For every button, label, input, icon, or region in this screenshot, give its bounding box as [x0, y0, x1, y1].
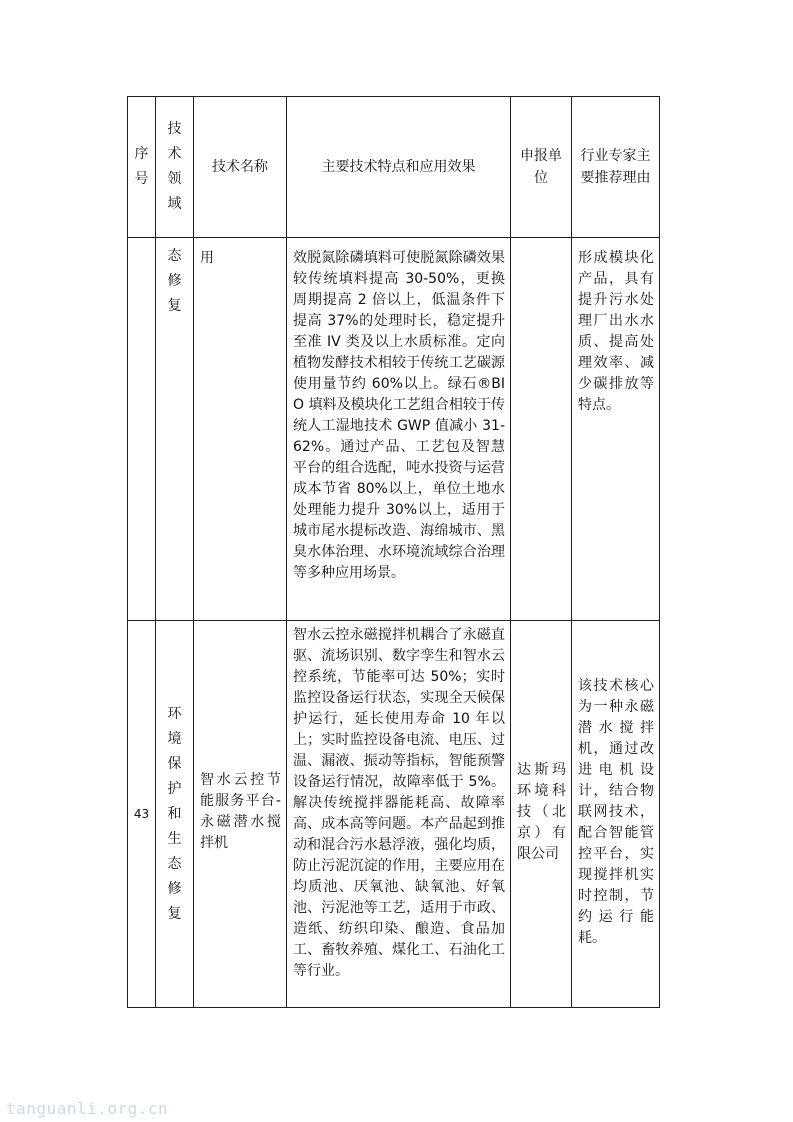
- row-name-cell: 用: [194, 238, 287, 621]
- header-cell-reason: 行业专家主要推荐理由: [572, 97, 660, 238]
- header-cell-applicant: 申报单位: [511, 97, 572, 238]
- row-features-cell: 智水云控永磁搅拌机耦合了永磁直驱、流场识别、数字孪生和智水云控系统，节能率可达 50%；实时监控设备运行状态，实现全天候保护运行，延长使用寿命 10 年以上；实时监控设备电流、电压、过温、漏液、振动等指标，智能预警设备运行情况，故障率低于 5%。解决传统搅拌器能耗高、故障率高、成本高等问题。本产品起到推动和混合污水悬浮液，强化均质，防止污泥沉淀的作用，主要应用在均质池、厌氧池、缺氧池、好氧池、污泥池等工艺，适用于市政、造纸、纺织印染、酿造、食品加工、畜牧养殖、煤化工、石油化工等行业。: [287, 621, 511, 1008]
- row-applicant-cell: 达斯玛环境科技（北京）有限公司: [511, 621, 572, 1008]
- row-reason-cell: 该技术核心为一种永磁潜水搅拌机，通过改进电机设计，结合物联网技术，配合智能管控平台，实现搅拌机实时控制，节约运行能耗。: [572, 621, 660, 1008]
- row-features-cell: 效脱氮除磷填料可使脱氮除磷效果较传统填料提高 30-50%，更换周期提高 2 倍以上，低温条件下提高 37%的处理时长，稳定提升至准 IV 类及以上水质标准。定向植物发酵技术相较于传统工艺碳源使用量节约 60%以上。绿石®BIO 填料及模块化工艺组合相较于传统人工湿地技术 GWP 值减小 31-62%。通过产品、工艺包及智慧平台的组合选配，吨水投资与运营成本节省 80%以上，单位土地水处理能力提升 30%以上，适用于城市尾水提标改造、海绵城市、黑臭水体治理、水环境流域综合治理等多种应用场景。: [287, 238, 511, 621]
- row-applicant-cell: [511, 238, 572, 621]
- header-cell-features: 主要技术特点和应用效果: [287, 97, 511, 238]
- table-row: [128, 238, 660, 621]
- row-no-cell: 43: [128, 621, 156, 1008]
- technology-table: [127, 96, 660, 1008]
- row-field-cell: 环境保护和生态修复: [156, 621, 194, 1008]
- table-row: [128, 621, 660, 1008]
- header-cell-no: 序号: [128, 97, 156, 238]
- header-cell-field: 技术领域: [156, 97, 194, 238]
- row-name-cell: 智水云控节能服务平台-永磁潜水搅拌机: [194, 621, 287, 1008]
- row-reason-cell: 形成模块化产品，具有提升污水处理厂出水水质、提高处理效率、减少碳排放等特点。: [572, 238, 660, 621]
- header-cell-name: 技术名称: [194, 97, 287, 238]
- table-header-row: [128, 97, 660, 238]
- watermark-text: tanguanli.org.cn: [6, 1099, 169, 1118]
- row-no-cell: [128, 238, 156, 621]
- row-field-cell: 态修复: [156, 238, 194, 621]
